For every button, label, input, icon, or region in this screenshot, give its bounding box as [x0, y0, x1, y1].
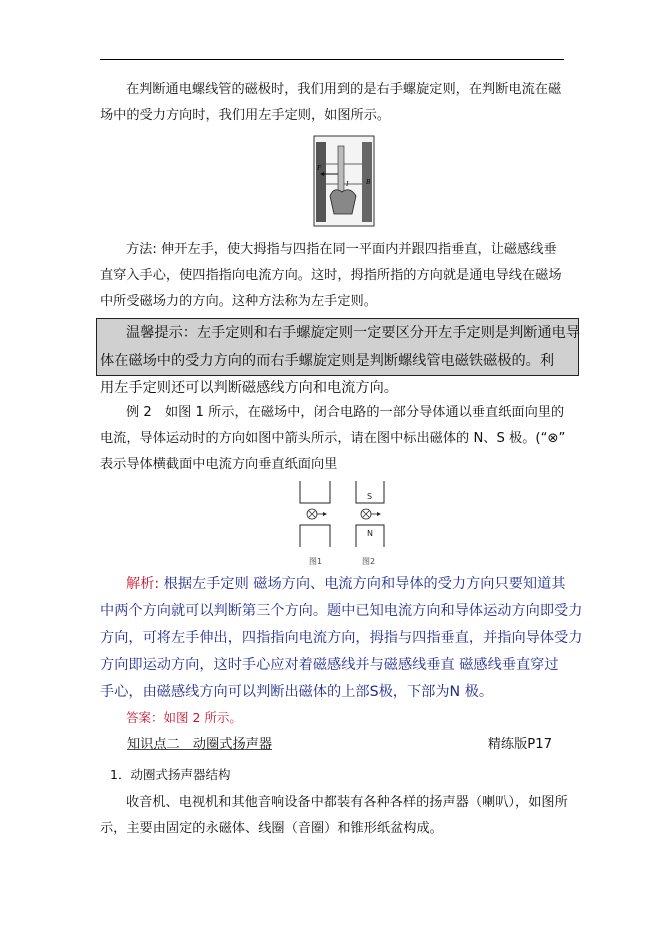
- analysis-text: 解析: 根据左手定则 磁场方向、电流方向和导体的受力方向只要知道其: [126, 576, 566, 592]
- left-hand-rule-figure: [312, 134, 376, 228]
- analysis-line-1: [100, 571, 564, 598]
- intro-line-2: 场中的受力方向时，我们用左手定则，如图所示。: [100, 108, 391, 123]
- method-line-1: 方法: 伸开左手，使大拇指与四指在同一平面内并跟四指垂直，让磁感线垂: [126, 242, 557, 257]
- answer-text: 答案：如图 2 所示。: [126, 710, 242, 725]
- tip-label: 温馨提示: [126, 325, 183, 341]
- pole-s-label: S: [367, 492, 373, 501]
- analysis-line-4: 方向即运动方向，这时手心应对着磁感线并与磁感线垂直 磁感线垂直穿过: [100, 657, 559, 673]
- label-i: I: [346, 180, 349, 188]
- tip-line-1: ：左手定则和右手螺旋定则一定要区分开左手定则是判断通电导: [182, 325, 581, 341]
- speaker-line-1: 收音机、电视机和其他音响设备中都装有各种各样的扬声器（喇叭），如图所: [126, 795, 568, 810]
- analysis-line-3: 方向，可将左手伸出，四指指向电流方向，拇指与四指垂直，并指向导体受力: [100, 630, 583, 646]
- hand-icon: [330, 190, 356, 214]
- fig1-caption: 图1: [309, 557, 323, 566]
- section-tag: 精练版P17: [487, 737, 552, 752]
- magnet-figures: [292, 479, 402, 571]
- figure-2: [356, 481, 384, 566]
- section-title: 知识点二 动圈式扬声器: [127, 737, 273, 752]
- tip-box: [96, 318, 581, 396]
- tip-line-3: 用左手定则还可以判断磁感线方向和电流方向。: [100, 380, 398, 396]
- example-line-2: 电流，导体运动时的方向如图中箭头所示，请在图中标出磁体的 N、S 极。(“⊗”: [100, 431, 566, 446]
- label-f: F: [317, 164, 322, 172]
- method-line-2: 直穿入手心，使四指指向电流方向。这时，拇指所指的方向就是通电导线在磁场: [100, 268, 562, 283]
- magnet-pole-left: [316, 142, 326, 222]
- analysis-line-2: 中两个方向就可以判断第三个方向。题中已知电流方向和导体运动方向即受力: [100, 603, 583, 619]
- example-line-3: 表示导体横截面中电流方向垂直纸面向里: [100, 457, 338, 472]
- method-line-3: 中所受磁场力的方向。这种方法称为左手定则。: [100, 294, 377, 309]
- speaker-line-2: 示，主要由固定的永磁体、线圈（音圈）和锥形纸盆构成。: [100, 821, 443, 836]
- figure-1: [300, 481, 330, 566]
- label-b: B: [366, 178, 371, 186]
- section-header: [127, 735, 564, 755]
- tip-line-2: 体在磁场中的受力方向的而右手螺旋定则是判断螺线管电磁铁磁极的。利: [100, 352, 555, 369]
- header-rule: [100, 59, 564, 60]
- pole-n-label: N: [367, 529, 373, 538]
- fig2-caption: 图2: [362, 557, 376, 566]
- analysis-line-5: 手心，由磁感线方向可以判断出磁体的上部S极，下部为N 极。: [100, 684, 494, 700]
- example-line-1: 例 2 如图 1 所示，在磁场中，闭合电路的一部分导体通以垂直纸面向里的: [126, 405, 565, 420]
- intro-line-1: 在判断通电螺线管的磁极时，我们用到的是右手螺旋定则，在判断电流在磁: [126, 82, 562, 97]
- subsection-title: 1．动圈式扬声器结构: [110, 767, 231, 782]
